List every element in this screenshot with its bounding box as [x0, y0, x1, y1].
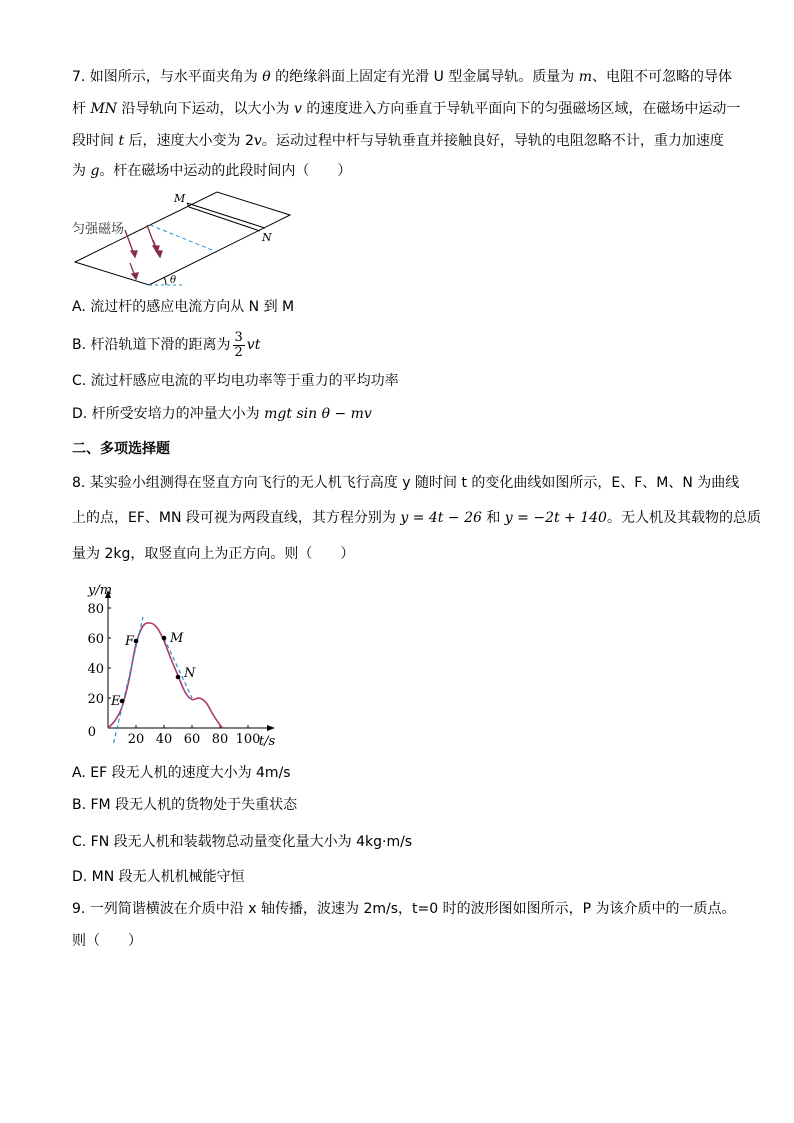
y-tick-label: 60 [87, 632, 104, 647]
label-m: M [174, 192, 186, 205]
y-tick-label: 40 [87, 662, 104, 677]
q9-line-2: 则（ ） [72, 933, 142, 949]
q7-option-d[interactable]: D. 杆所受安培力的冲量大小为 mgt sin θ − mv [72, 406, 372, 422]
point-label-e: E [111, 694, 121, 709]
label-theta: θ [170, 275, 177, 286]
x-tick-label: 20 [127, 732, 145, 747]
x-tick-label: 60 [183, 732, 201, 747]
point-label-n: N [184, 666, 196, 681]
x-tick-label: 40 [155, 732, 173, 747]
field-label: 匀强磁场 [72, 222, 125, 237]
point-n [176, 675, 181, 680]
origin-label: 0 [87, 725, 96, 740]
q7-incline-figure [70, 185, 295, 290]
q7-option-c[interactable]: C. 流过杆感应电流的平均电功率等于重力的平均功率 [72, 373, 399, 389]
q9-line-1: 9. 一列简谐横波在介质中沿 x 轴传播，波速为 2m/s，t=0 时的波形图如图所示，P 为该介质中的一质点。 [72, 901, 736, 917]
y-axis-label: y/m [87, 583, 113, 598]
q7-option-b[interactable]: B. 杆沿轨道下滑的距离为 $\frac{3}{2}$ vt [72, 329, 261, 360]
x-tick-label: 80 [211, 732, 229, 747]
angle-arc [164, 277, 166, 285]
q7-line-3: 段时间 t 后，速度大小变为 2v。运动过程中杆与导轨垂直并接触良好，导轨的电阻忽略不计，重力加速度 [72, 133, 724, 149]
x-tick-label: 100 [235, 732, 261, 747]
point-label-m: M [170, 631, 184, 646]
point-m [162, 636, 167, 641]
q8-line-3: 量为 2kg，取竖直向上为正方向。则（ ） [72, 546, 355, 562]
field-arrows [125, 225, 162, 279]
q7-line-4: 为 g。杆在磁场中运动的此段时间内（ ） [72, 163, 352, 179]
q8-altitude-chart [70, 572, 290, 752]
q8-option-a[interactable]: A. EF 段无人机的速度大小为 4m/s [72, 765, 291, 781]
point-f [134, 639, 139, 644]
point-label-f: F [125, 634, 135, 649]
fraction-3-2: $\frac{3}{2}$ [234, 329, 243, 360]
rail-n [189, 207, 260, 231]
q8-option-b[interactable]: B. FM 段无人机的货物处于失重状态 [72, 797, 298, 813]
x-axis-label: t/s [258, 734, 276, 749]
q8-line-1: 8. 某实验小组测得在竖直方向飞行的无人机飞行高度 y 随时间 t 的变化曲线如图所示，E、F、M、N 为曲线 [72, 475, 740, 491]
y-tick-label: 20 [87, 692, 104, 707]
y-tick-label: 80 [87, 602, 104, 617]
x-axis-arrow [267, 725, 275, 731]
q8-option-d[interactable]: D. MN 段无人机机械能守恒 [72, 869, 245, 885]
q8-option-c[interactable]: C. FN 段无人机和装载物总动量变化量大小为 4kg·m/s [72, 834, 413, 850]
rail-m [187, 203, 265, 228]
label-n: N [262, 231, 272, 244]
q7-line-2: 杆 MN 沿导轨向下运动，以大小为 v 的速度进入方向垂直于导轨平面向下的匀强磁场区域，在磁场中运动一 [72, 101, 741, 117]
q7-option-a[interactable]: A. 流过杆的感应电流方向从 N 到 M [72, 299, 295, 315]
q7-line-1: 7. 如图所示，与水平面夹角为 θ 的绝缘斜面上固定有光滑 U 型金属导轨。质量为 m、电阻不可忽略的导体 [72, 69, 733, 85]
section-heading: 二、多项选择题 [72, 441, 170, 457]
q8-line-2: 上的点，EF、MN 段可视为两段直线，其方程分别为 y = 4t − 26 和 y = −2t + 140。无人机及其载物的总质 [72, 510, 761, 526]
